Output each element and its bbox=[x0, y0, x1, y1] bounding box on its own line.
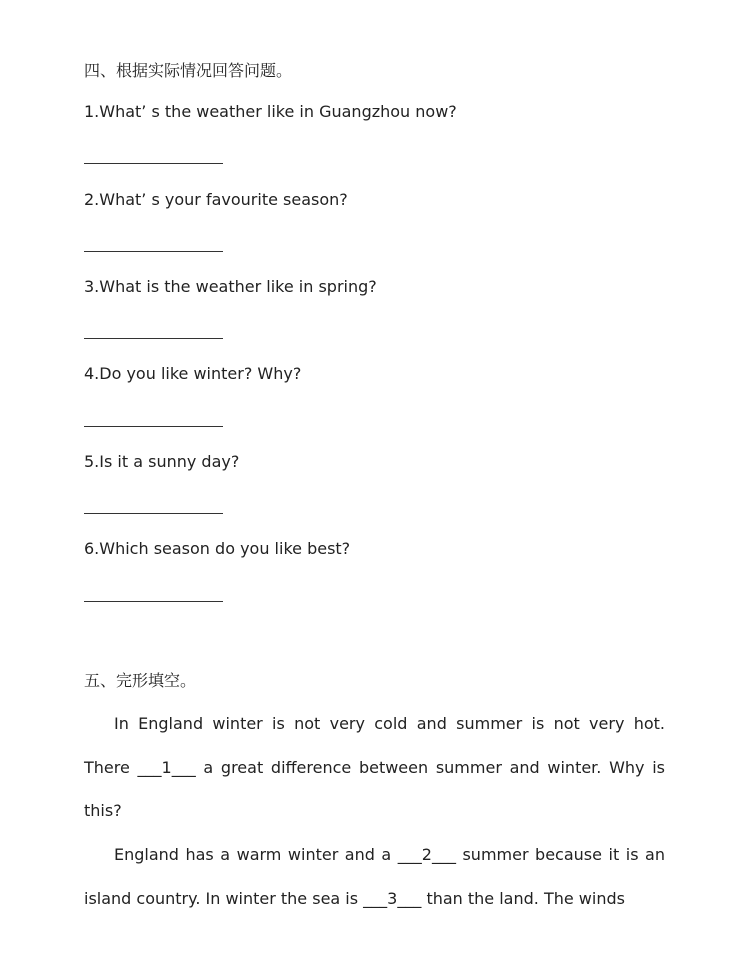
answer-line-4[interactable] bbox=[84, 426, 223, 427]
answer-line-1[interactable] bbox=[84, 163, 223, 164]
question-1: 1.What’ s the weather like in Guangzhou now? bbox=[84, 102, 457, 121]
answer-line-3[interactable] bbox=[84, 338, 223, 339]
answer-line-6[interactable] bbox=[84, 601, 223, 602]
answer-line-5[interactable] bbox=[84, 513, 223, 514]
cloze-paragraph-2: England has a warm winter and a ___2___ summer because it is an island country. In winter the sea is ___3___ than the land. The winds bbox=[84, 845, 665, 908]
question-6: 6.Which season do you like best? bbox=[84, 539, 351, 558]
answer-line-2[interactable] bbox=[84, 251, 223, 252]
section-4-title: 四、根据实际情况回答问题。 bbox=[84, 61, 293, 80]
question-2: 2.What’ s your favourite season? bbox=[84, 190, 348, 209]
section-5-title: 五、完形填空。 bbox=[84, 671, 197, 690]
question-5: 5.Is it a sunny day? bbox=[84, 452, 240, 471]
question-4: 4.Do you like winter? Why? bbox=[84, 364, 302, 383]
cloze-paragraph-1: In England winter is not very cold and summer is not very hot. There ___1___ a great difference between summer and winter. Why is this? bbox=[84, 714, 665, 820]
question-3: 3.What is the weather like in spring? bbox=[84, 277, 377, 296]
